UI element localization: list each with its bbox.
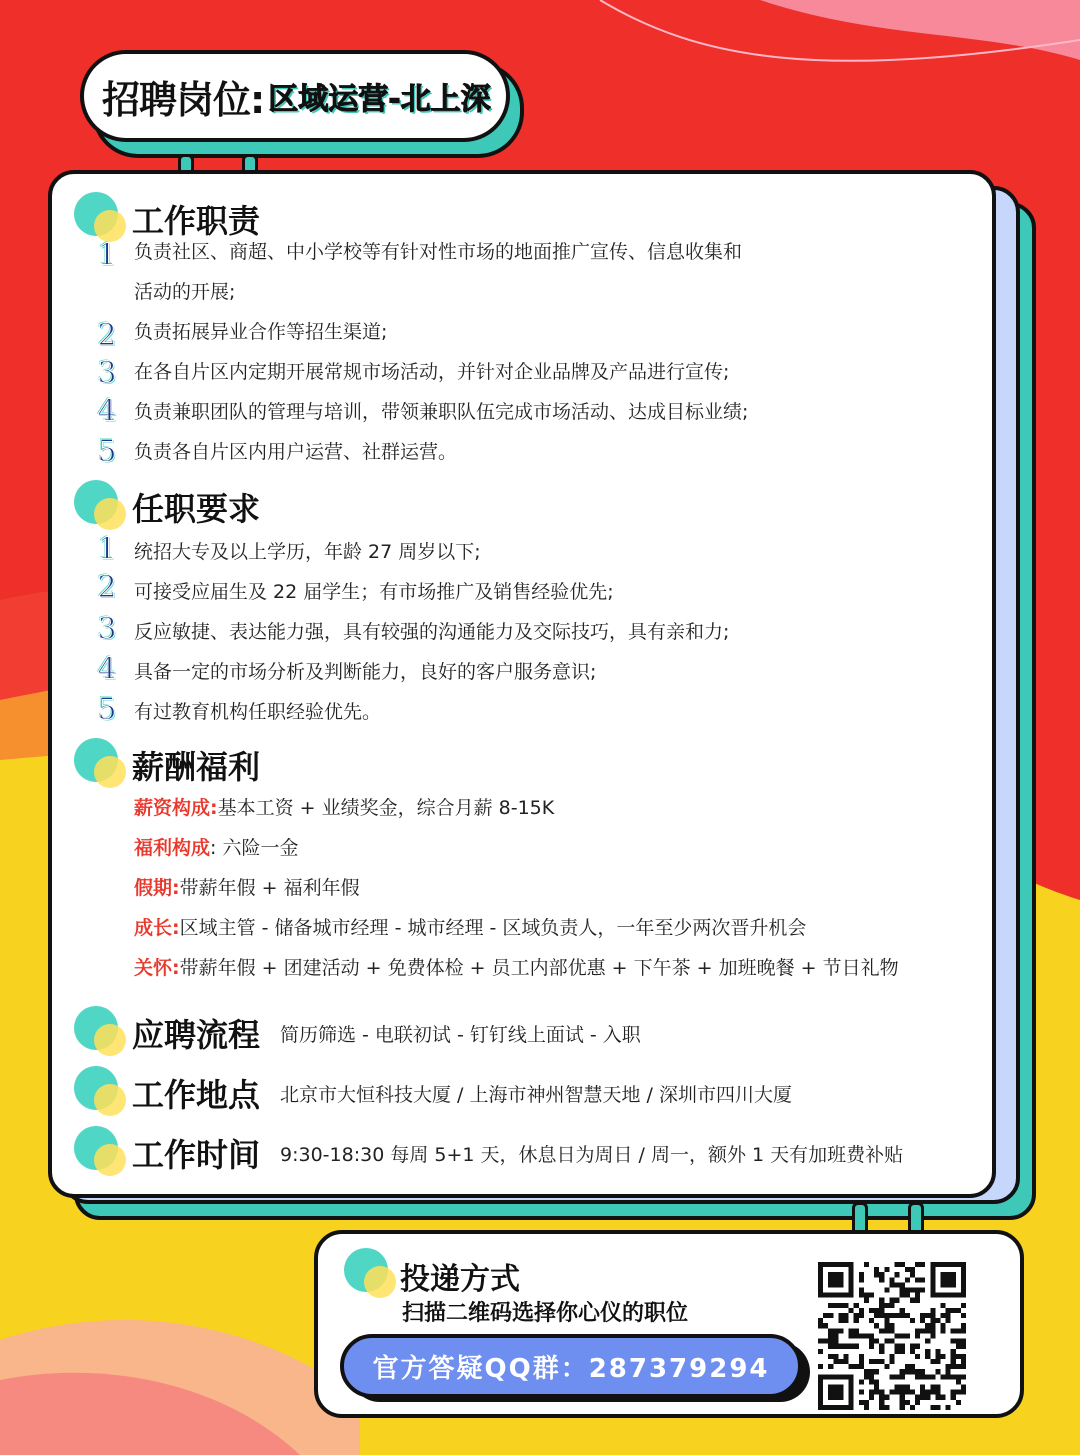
apply-title: 投递方式 [400, 1262, 520, 1297]
benefit-text: 基本工资 + 业绩奖金，综合月薪 8-15K [217, 797, 555, 819]
apply-subtitle: 扫描二维码选择你心仪的职位 [402, 1301, 689, 1326]
benefit-item [134, 908, 806, 948]
duty-item: 负责各自片区内用户运营、社群运营。 [134, 441, 458, 463]
requirement-item: 可接受应届生及 22 届学生；有市场推广及销售经验优先; [134, 581, 614, 603]
benefit-label: 关怀: [134, 957, 180, 979]
requirement-item: 具备一定的市场分析及判断能力，良好的客户服务意识; [134, 661, 597, 683]
duty-item: 负责社区、商超、中小学校等有针对性市场的地面推广宣传、信息收集和 [134, 241, 743, 263]
banner-value: 区域运营-北上深 [268, 74, 490, 118]
qq-group-pill [340, 1334, 802, 1398]
bubble-icon [74, 738, 134, 794]
section-title: 薪酬福利 [132, 748, 261, 786]
item-number: 5 [97, 692, 117, 727]
section-title: 工作时间 [132, 1136, 261, 1174]
bubble-icon [74, 480, 134, 536]
item-number: 4 [97, 394, 117, 429]
bubble-icon [74, 1126, 134, 1182]
bubble-icon [74, 1066, 134, 1122]
benefit-item [134, 868, 360, 908]
duty-item: 在各自片区内定期开展常规市场活动，并针对企业品牌及产品进行宣传; [134, 361, 730, 383]
qq-group-text: 官方答疑QQ群：287379294 [372, 1353, 770, 1384]
benefit-text: : 六险一金 [210, 837, 299, 859]
benefit-item [134, 788, 554, 828]
section-title: 任职要求 [132, 490, 261, 528]
section-title: 工作职责 [132, 202, 261, 240]
requirement-item: 反应敏捷、表达能力强，具有较强的沟通能力及交际技巧，具有亲和力; [134, 621, 730, 643]
benefit-label: 假期: [134, 877, 180, 899]
benefit-text: 带薪年假 + 福利年假 [179, 877, 360, 899]
item-number: 1 [97, 532, 117, 567]
benefit-text: 区域主管 - 储备城市经理 - 城市经理 - 区域负责人，一年至少两次晋升机会 [179, 917, 807, 939]
location-text: 北京市大恒科技大厦 / 上海市神州智慧天地 / 深圳市四川大厦 [280, 1084, 792, 1106]
qr-code[interactable] [818, 1262, 966, 1410]
item-number: 4 [97, 652, 117, 687]
item-number: 2 [97, 318, 117, 353]
benefit-item [134, 948, 899, 988]
requirement-item: 统招大专及以上学历，年龄 27 周岁以下; [134, 541, 481, 563]
title-banner [80, 50, 510, 142]
bubble-icon [344, 1248, 404, 1304]
benefit-label: 成长: [134, 917, 180, 939]
item-number: 3 [97, 356, 117, 391]
banner-label: 招聘岗位: [102, 77, 265, 122]
benefit-label: 福利构成 [134, 837, 211, 859]
item-number: 1 [97, 238, 117, 273]
process-text: 简历筛选 - 电联初试 - 钉钉线上面试 - 入职 [280, 1024, 641, 1046]
duty-item: 负责兼职团队的管理与培训，带领兼职队伍完成市场活动、达成目标业绩; [134, 401, 749, 423]
bubble-icon [74, 1006, 134, 1062]
section-title: 应聘流程 [132, 1016, 261, 1054]
section-title: 工作地点 [132, 1076, 261, 1114]
duty-item: 负责拓展异业合作等招生渠道; [134, 321, 388, 343]
benefit-item [134, 828, 298, 868]
hours-text: 9:30-18:30 每周 5+1 天，休息日为周日 / 周一，额外 1 天有加班费补贴 [280, 1144, 904, 1166]
benefit-label: 薪资构成: [134, 797, 218, 819]
item-number: 3 [97, 612, 117, 647]
requirement-item: 有过教育机构任职经验优先。 [134, 701, 382, 723]
benefit-text: 带薪年假 + 团建活动 + 免费体检 + 员工内部优惠 + 下午茶 + 加班晚餐 + 节日礼物 [179, 957, 899, 979]
item-number: 5 [97, 434, 117, 469]
item-number: 2 [97, 570, 117, 605]
duty-item-continued: 活动的开展; [134, 281, 236, 303]
